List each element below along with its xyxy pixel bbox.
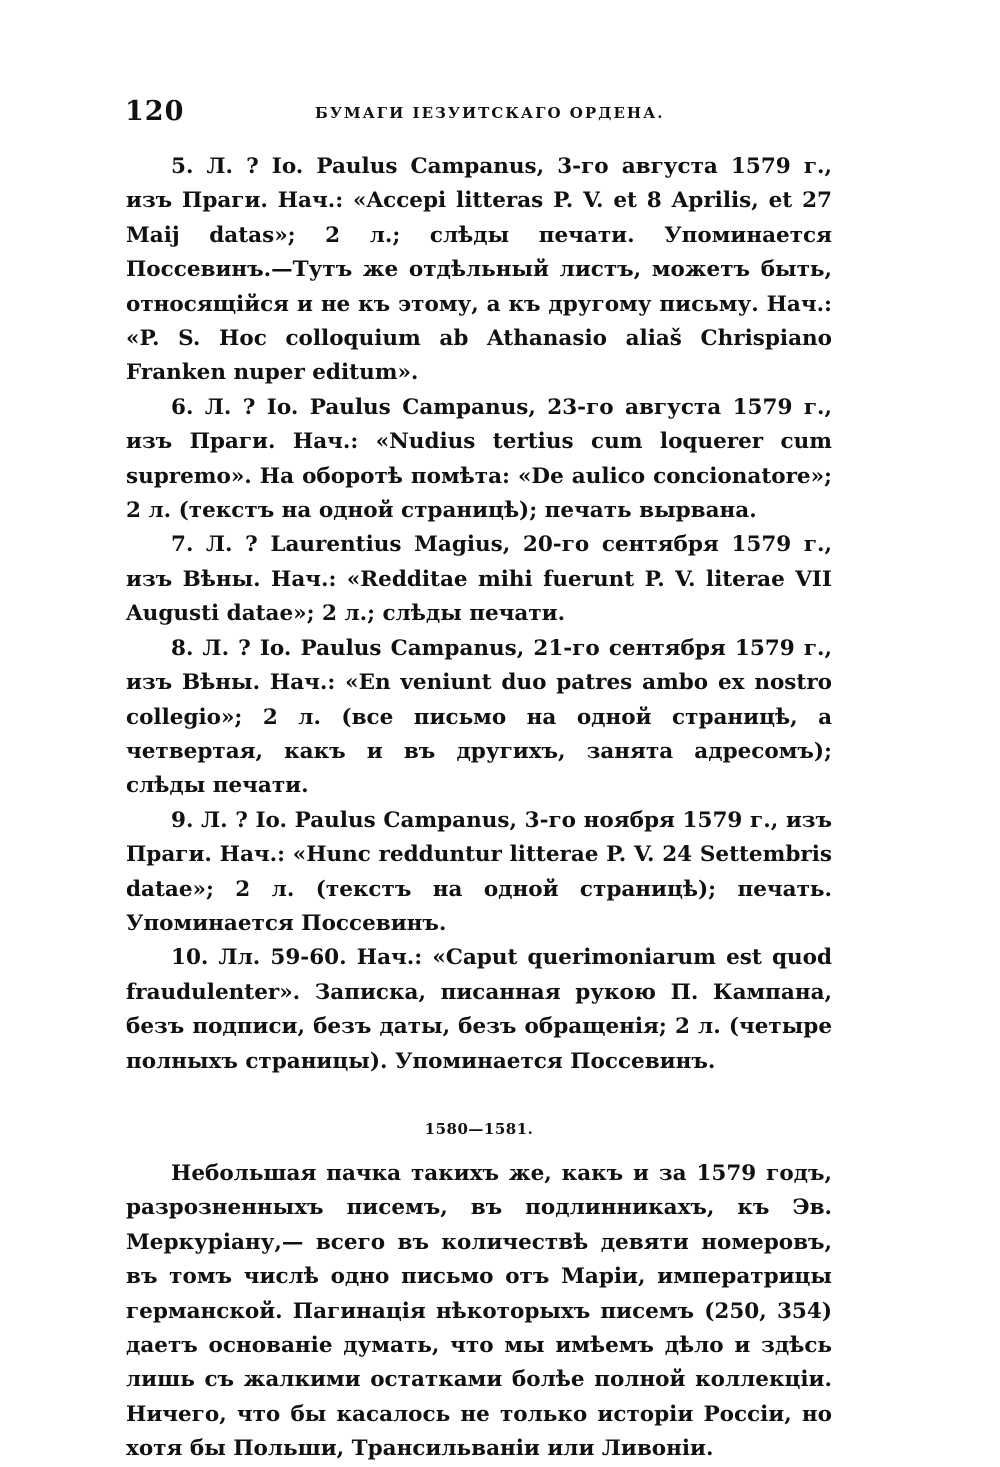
- section-paragraph: Небольшая пачка такихъ же, какъ и за 1579 годъ, разрозненныхъ писемъ, въ подлинникахъ, къ Эв. Меркуріану,— всего въ количествѣ девяти номеровъ, въ томъ числѣ одно письмо отъ Маріи, императрицы германской. Пагинація нѣкоторыхъ писемъ (250, 354) даетъ основаніе думать, что мы имѣемъ дѣло и здѣсь лишь съ жалкими остатками болѣе полной коллекціи. Ничего, что бы касалось не только исторіи Россіи, но хотя бы Польши, Трансильваніи или Ливоніи.: [126, 1160, 832, 1462]
- entry-8: 8. Л. ? Io. Paulus Campanus, 21-го сентября 1579 г., изъ Вѣны. Нач.: «En veniunt duo patres ambo ex nostro collegio»; 2 л. (все письмо на одной страницѣ, а четвертая, какъ и въ другихъ, занята адресомъ); слѣды печати.: [126, 635, 832, 799]
- page-number: 120: [125, 96, 185, 127]
- entry-9: 9. Л. ? Io. Paulus Campanus, 3-го ноября 1579 г., изъ Праги. Нач.: «Hunc redduntur litterae P. V. 24 Settembris datae»; 2 л. (текстъ на одной страницѣ); печать. Упоминается Поссевинъ.: [126, 807, 832, 936]
- entry-6: 6. Л. ? Io. Paulus Campanus, 23-го августа 1579 г., изъ Праги. Нач.: «Nudius tertius cum loquerer cum supremo». На оборотѣ помѣта: «De aulico concionatore»; 2 л. (текстъ на одной страницѣ); печать вырвана.: [126, 394, 832, 524]
- entry-5: 5. Л. ? Io. Paulus Campanus, 3-го августа 1579 г., изъ Праги. Нач.: «Accepi litteras P. V. et 8 Aprilis, et 27 Maij datas»; 2 л.; слѣды печати. Упоминается Поссевинъ.—Тутъ же отдѣльный листъ, можетъ быть, относящійся и не къ этому, а къ другому письму. Нач.: «P. S. Hoc colloquium ab Athanasio aliaš Chrispiano Franken nuper editum».: [126, 154, 832, 386]
- running-title: БУМАГИ ІЕЗУИТСКАГО ОРДЕНА.: [315, 104, 665, 122]
- entry-7: 7. Л. ? Laurentius Magius, 20-го сентября 1579 г., изъ Вѣны. Нач.: «Redditae mihi fuerunt P. V. literae VII Augusti datae»; 2 л.; слѣды печати.: [126, 532, 832, 627]
- section-heading-1580-1581: 1580—1581.: [424, 1119, 534, 1138]
- page-body: [126, 150, 832, 1467]
- entry-10: 10. Лл. 59-60. Нач.: «Caput querimoniarum est quod fraudulenter». Записка, писанная рукою П. Кампана, безъ подписи, безъ даты, безъ обращенія; 2 л. (четыре полныхъ страницы). Упоминается Поссевинъ.: [126, 945, 832, 1074]
- page-header: [125, 96, 845, 132]
